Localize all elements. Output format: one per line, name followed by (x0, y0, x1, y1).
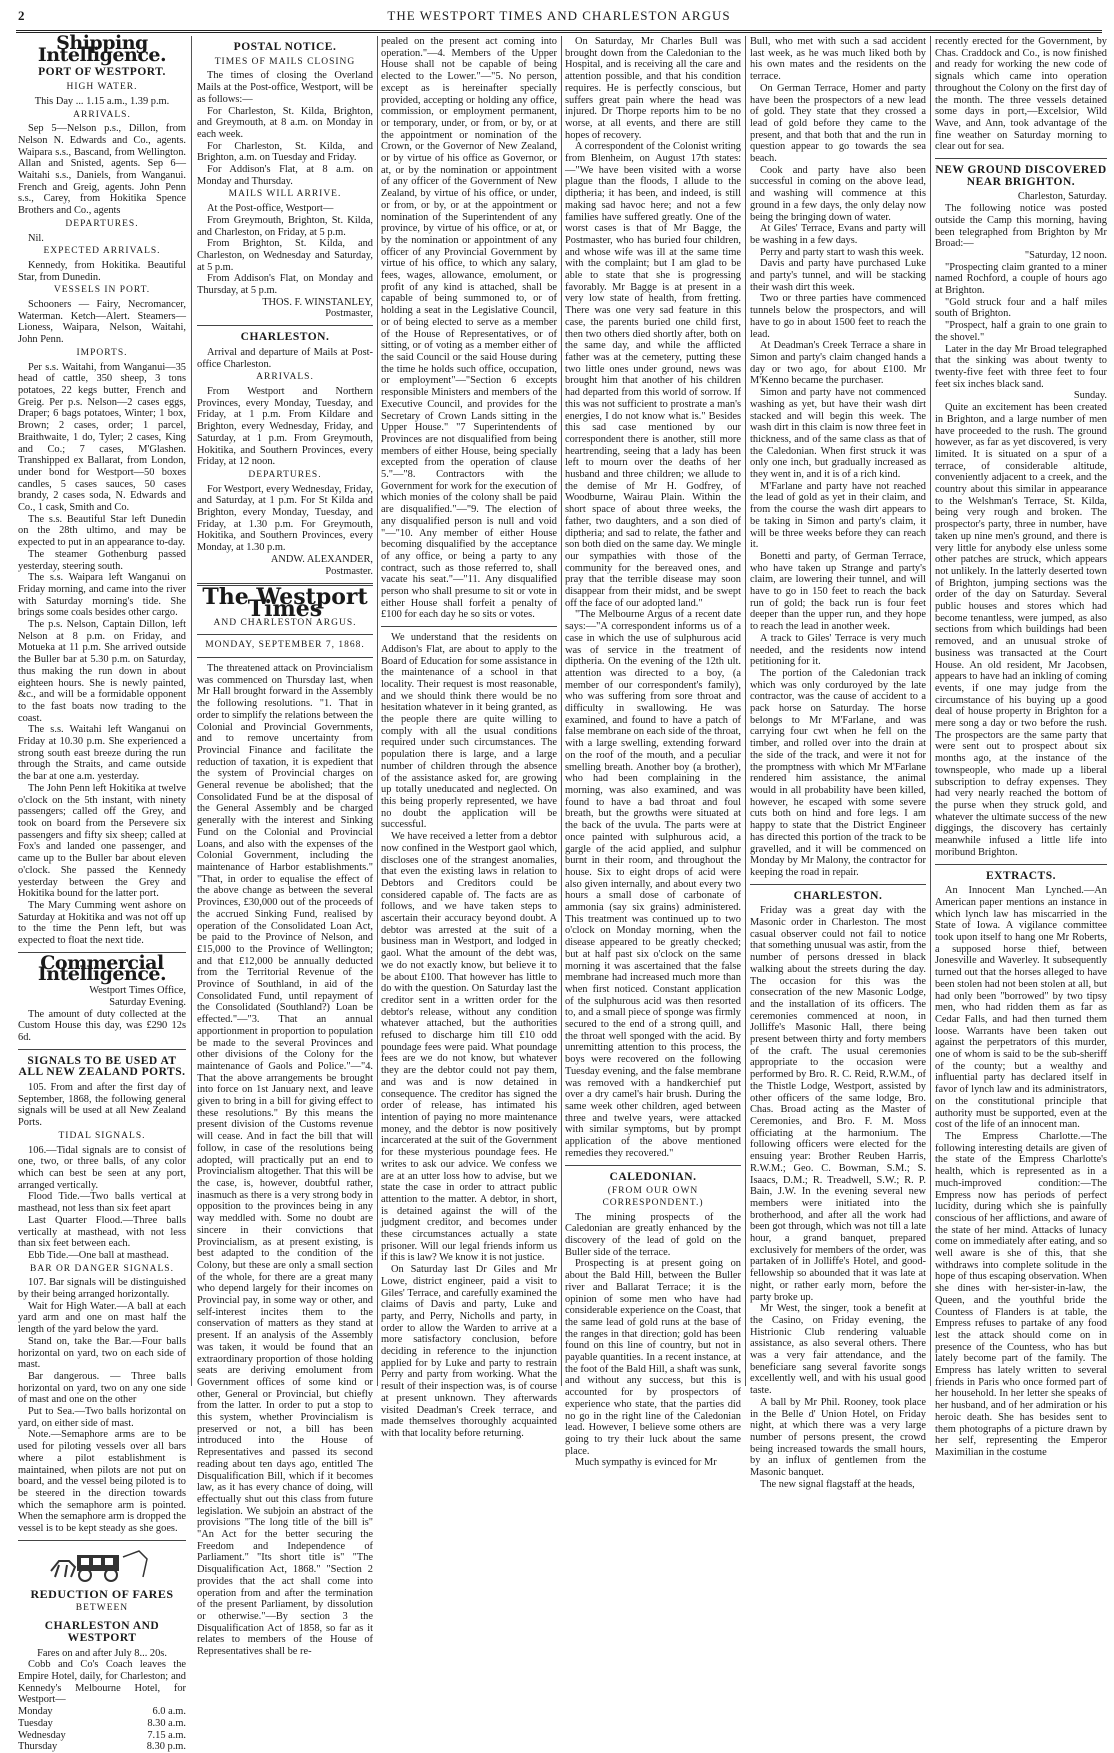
divider (197, 657, 373, 658)
masthead: THE WESTPORT TIMES AND CHARLESTON ARGUS (387, 8, 731, 23)
timetable-day: Tuesday (18, 1717, 53, 1729)
arrivals-text: Sep 5—Nelson p.s., Dillon, from Nelson N. Edwards and Co., agents. Waipara s.s., Bascand, from Wellington. Allan and Snisted, agents. Sep 6—Waitahi s.s., Daniels, from Wanganui. French and Greig, agents. John Penn s.s., Carey, from Hokitika Spence Brothers and Co., agents (18, 123, 186, 217)
ch-departures-text: For Westport, every Wednesday, Friday, and Saturday, at 1 p.m. For St Kilda and Brighton, every Monday, Tuesday, and Friday, at 1.30 p.m. For Greymouth, Hokitika, and Southern Provinces, every Monday, at 1.30 p.m. (197, 483, 373, 554)
charleston-intro: Arrival and departure of Mails at Post-office Charleston. (197, 346, 373, 370)
column-rule (930, 36, 931, 1386)
arrivals-label: ARRIVALS. (73, 109, 131, 120)
article-paragraph: "The Melbourne Argus of a recent date says:—"A correspondent informs us of a case in which the use of sulphurous acid was of service in the treatment of diptheria. On the evening of the 12th ult. attention was directed to a boy, (a member of our correspondent's family), who was suffering from sore throat and difficulty in swallowing. He was examined, and found to have a patch of false membrane on each side of the throat, with a large swelling, extending forward on the roof of the mouth, and a peculiar smelling breath. Another boy (a brother), who had been complaining in the morning, was also examined, and was found to have a bad throat and foul breath, but the growths were situated at the back of the uvula. The parts were at once painted with sulphurous acid, a gargle of the acid applied, and sulphur burnt in their room, and throughout the house. Six to eight drops of acid were also given internally, and about every two hours a small dose of carbonate of ammonia (say six grains) administered. This treatment was continued up to two o'clock on Monday morning, when the disease appeared to be greatly checked; but at half past six o'clock on the same morning it was ascertained that the false membrane had increased much more than when first noticed. Constant application of the sulphurous acid was then resorted to, and a small piece of sponge was firmly secured to the end of a strong quill, and the throat well sponged with the acid. By unremitting attention to this process, the boys were recovered on the following Tuesday evening, and the false membrane was removed with a handkerchief put over a dry camel's hair brush. During the same week other children, aged between three and twelve years, were attacked with similar symptoms, but by prompt application of the above mentioned remedies they recovered." (565, 609, 741, 1159)
mails-label: MAILS WILL ARRIVE. (228, 189, 342, 200)
coach-illustration-icon (47, 1547, 157, 1583)
mails-text: From Greymouth, Brighton, St. Kilda, and Charleston, on Friday, at 5 p.m. (197, 214, 373, 238)
imports-label: IMPORTS. (76, 347, 128, 358)
caledonian-heading: CALEDONIAN. (609, 1170, 697, 1183)
postal-text: For Charleston, St. Kilda, Brighton, and Greymouth, at 8 a.m. on Monday in each week. (197, 105, 373, 140)
divider (935, 158, 1107, 159)
tidal-label: TIDAL SIGNALS. (58, 1130, 146, 1141)
divider (935, 864, 1107, 865)
article-paragraph: Simon and party have not commenced washing as yet, but have their wash dirt stacked and will begin this week. The wash dirt in this claim is now three feet in thickness, and of the same class as that of the Caledonian. When first struck it was only one inch, but gradually increased as they went in, and it is of a rich kind. (750, 387, 926, 481)
divider (18, 1049, 186, 1050)
article-paragraph: "Prospecting claim granted to a miner named Rochford, a couple of hours ago at Brighton. (935, 261, 1107, 297)
article-paragraph: The new signal flagstaff at the heads, (760, 1478, 915, 1490)
article-paragraph: Quite an excitement has been created in Brighton, and a large number of men have proceeded to the rush. The ground however, as far as yet discovered, is very limited. It is situated on a spur of a terrace, of considerable altitude, conveniently adjacent to a creek, and the country about this similar in appearance to the Welshman's Terrace, St. Kilda, being very rough and broken. The prospector's party, three in number, have taken up nine men's ground, and there is very little for anybody else unless some other patches are struck, which appears not unlikely. In the latterly deserted town of Brighton, jumping sections was the order of the day on Saturday. Several public houses and stores which had become tenantless, were jumped, as also sections from which buildings had been removed, and an unusual stroke of business was transacted at the Court House. An old resident, Mr Jacobsen, appears to have had an inkling of coming events, if one may judge from the circumstance of his buying up a good deal of house property in Brighton for a mere song a day or two before the rush. The prospectors are the same party that were sent out to prospect about six months ago, at the instance of the townspeople, who made up a liberal subscription to defray expenses. They had very nearly reached the bottom of the purse when they struck gold, and whatever the ultimate success of the new diggings, the discovery has certainly meanwhile infused a little life into moribund Brighton. (935, 402, 1107, 858)
timetable-row (18, 1741, 186, 1753)
port-heading: PORT OF WESTPORT. (38, 66, 166, 79)
article-paragraph: Mr West, the singer, took a benefit at the Casino, on Friday evening, the Histrionic Club rendering valuable assistance, as also several others. There was a very fair attendance, and the beneficiare sang several favorite songs excellently well, and with his usual good taste. (750, 1303, 926, 1397)
fares-route: CHARLESTON AND WESTPORT (44, 1620, 160, 1644)
article-paragraph: Davis and party have purchased Luke and party's tunnel, and will be stacking their wash dirt this week. (750, 258, 926, 293)
article-paragraph: Friday was a great day with the Masonic order in Charleston. The most casual observer could not fail to notice that something unusual was astir, from the number of persons dressed in black walking about the streets during the day. The occasion for this was the consecration of the new Masonic Lodge, and the installation of its officers. The ceremonies commenced at noon, in Jolliffe's Masonic Hall, there being present between thirty and forty members of the craft. The usual ceremonies appropriate to the occasion were performed by Bro. R. C. Reid, R.W.M., of the Thistle Lodge, Westport, assisted by other officers of the same lodge, Bro. Chas. Broad acting as the Master of Ceremonies, and Bro. F. M. Moss officiating at the harmonium. The following officers were elected for the ensuing year: Brother Reuben Harris, R.W.M.; Geo. C. Bowman, S.M.; S. Isaacs, D.M.; R. Treadwell, S.W.; R. P. Bain, J.W. In the evening several new members were initiated into the brotherhood, and after all the work had been got through, which was not till a late hour, a grand banquet, prepared exclusively for members of the order, was partaken of in Jolliffe's Hotel, and good-fellowship so abounded that it was late at night, or rather early morn, before the party broke up. (750, 905, 926, 1303)
bar-text: Bar dangerous. — Three balls horizontal on yard, two on any one side of mast and one on the other (18, 1370, 186, 1406)
timetable-row (18, 1706, 186, 1718)
article-paragraph: Bull, who met with such a sad accident last week, as he was much liked both by his own mates and the residents on the terrace. (750, 36, 926, 83)
charleston-heading: CHARLESTON. (793, 889, 883, 902)
column-2 (197, 36, 374, 1658)
divider (381, 626, 557, 627)
article-paragraph: M'Farlane and party have not reached the lead of gold as yet in their claim, and from the course the wash dirt appears to be taking in Simon and party's claim, it will be three weeks before they can reach it. (750, 480, 926, 551)
fares-between: BETWEEN (75, 1603, 129, 1614)
divider (197, 325, 373, 326)
mails-text: At the Post-office, Westport— (207, 203, 334, 215)
article-paragraph: We understand that the residents on Addison's Flat, are about to apply to the Board of Education for some assistance in the maintenance of a school in that locality. Their request is most reasonable, and we should think there would be no hesitation whatever in it being granted, as the people there are quite willing to comply with all the usual conditions required under such circumstances. The population there is large, and a large number of children through the absence of the assistance asked for, are growing up totally uneducated and neglected. On this being properly represented, we have no doubt the application will be successful. (381, 632, 557, 831)
column-1 (18, 32, 186, 1753)
article-paragraph: Sunday. (1073, 390, 1107, 402)
article-paragraph: The following notice was posted outside the Camp this morning, having been telegraphed from Brighton by Mr Broad:— (935, 203, 1107, 250)
vessels-text: Schooners — Fairy, Necromancer, Waterman. Ketch—Alert. Steamers—Lioness, Waipara, Nelson, Waitahi, John Penn. (18, 299, 186, 346)
mails-text: From Brighton, St. Kilda, and Charleston, on Wednesday and Saturday, at 5 p.m. (197, 238, 373, 273)
bar-text: Note.—Semaphore arms are to be used for piloting vessels over all bars where a pilot establishment is maintained, when pilots are not put on board, and the vessel being piloted is to be steered in the direction towards which the semaphore arm is pointed. When the semaphore arm is dropped the vessel is to be kept steady as she goes. (18, 1429, 186, 1535)
expected-text: Kennedy, from Hokitika. Beautiful Star, from Dunedin. (18, 259, 186, 283)
commercial-title: Commercial Intelligence. (37, 951, 167, 986)
expected-label: EXPECTED ARRIVALS. (43, 246, 161, 257)
article-paragraph: The mining prospects of the Caledonian are greatly enhanced by the discovery of the lead of gold on the Buller side of the terrace. (565, 1211, 741, 1258)
divider (565, 1165, 741, 1166)
column-rule (377, 36, 378, 1386)
article-paragraph: Cook and party have also been successful in coming on the above lead, and washing will commence at this ground in a few days, the only delay now being the bringing down of water. (750, 164, 926, 223)
page-header (16, 6, 1102, 33)
departures-text: Nil. (28, 232, 44, 244)
column-rule (561, 36, 562, 1386)
timetable-time: 8.30 p.m. (146, 1741, 186, 1753)
extracts-heading: EXTRACTS. (985, 869, 1056, 882)
ch-departures-label: DEPARTURES. (248, 469, 322, 480)
ch-arrivals-label: ARRIVALS. (256, 372, 314, 383)
article-paragraph: A track to Giles' Terrace is very much needed, and the residents now intend petitioning for it. (750, 632, 926, 668)
article-paragraph: A ball by Mr Phil. Rooney, took place in the Belle d' Union Hotel, on Friday night, at which there was a very large number of persons present, the crowd being increased towards the small hours, by an influx of gentlemen from the Masonic banquet. (750, 1396, 926, 1479)
vessels-label: VESSELS IN PORT. (53, 285, 151, 296)
postmaster-title: Postmaster, (325, 308, 373, 320)
article-paragraph: The Empress Charlotte.—The following interesting details are given of the state of the Empress Charlotte's health, which is represented as in a much-improved condition:—The Empress now has periods of perfect lucidity, during which she is painfully conscious of her afflictions, and aware of the state of her mind. Attacks of lunacy come on immediately after eating, and so well aware is she of this, that she withdraws into complete solitude in the hope of thus escaping observation. When she dines with her-sister-in-law, the Queen, and the youthful bride the Countess of Flanders is at table, the Empress refuses to partake of any food lest the attack should come on in presence of the Countess, who has but lately become part of the family. The Empress has lately written to several friends in Paris who once formed part of her household. In her letter she speaks of her husband, and of her admiration or his heroic death. She has besides sent to them photographs of a picture drawn by her self, representing the Emperor Maximilian in the costume (935, 1130, 1107, 1458)
paper-title: The Westport Times (202, 584, 368, 622)
article-paragraph: recently erected for the Government, by Chas. Craddock and Co., is now finished and ready for working the new code of signals which came into operation throughout the Colony on the first day of the month. The three vessels detained some days in port,—Excelsior, Wild Wave, and Ann, took advantage of the fine weather on Saturday morning to clear out for sea. (935, 36, 1107, 153)
article-paragraph: On Saturday last Dr Giles and Mr Lowe, district engineer, paid a visit to Giles' Terrace, and carefully examined the claims of Davis and party, Luke and party, and Perry, Nicholls and party, in order to allow the Warden to arrive at a more satisfactory conclusion, before deciding in reference to the injunction applied for by Luke and party to restrain Perry and party from working. What the result of their inspection was, is of course at present unknown. They afterwards visited Deadman's Creek terrace, and made themselves thoroughly acquainted with that locality before returning. (381, 1264, 557, 1439)
article-paragraph: "Saturday, 12 noon. (1024, 249, 1107, 261)
divider (18, 1540, 186, 1541)
fares-title: REDUCTION OF FARES (30, 1586, 174, 1601)
ch-arrivals-text: From Westport and Northern Provinces, every Monday, Tuesday, and Friday, at 1 p.m. From Kildare and Brighton, every Wednesday, Friday, and Saturday, at 1 p.m. From Greymouth, Hokitika, and Southern Provinces, every Friday, at 12 noon. (197, 385, 373, 468)
commercial-text: The amount of duty collected at the Custom House this day, was £290 12s 6d. (18, 1008, 186, 1043)
article-paragraph: "Gold struck four and a half miles south of Brighton. (935, 296, 1107, 320)
article-paragraph: Two or three parties have commenced tunnels below the prospectors, and will have to go in about 1500 feet to reach the lead. (750, 293, 926, 340)
shipping-title: Shipping Intelligence. (37, 32, 167, 66)
article-paragraph: At Deadman's Creek Terrace a share in Simon and party's claim changed hands a day or two ago, for about £100. Mr M'Kenno became the purchaser. (750, 340, 926, 387)
ch-postmaster-name: ANDW. ALEXANDER, (270, 553, 373, 565)
bar-text: 107. Bar signals will be distinguished by their being arranged horizontally. (18, 1277, 186, 1301)
ground-heading: NEW GROUND DISCOVERED NEAR BRIGHTON. (935, 164, 1107, 188)
column-5 (750, 36, 926, 1490)
commercial-date: Saturday Evening. (109, 996, 186, 1008)
shipping-news: The steamer Gothenburg passed yesterday, steering south. (18, 548, 186, 572)
signals-intro: 105. From and after the first day of September, 1868, the following general signals will be used at all New Zealand Ports. (18, 1082, 186, 1129)
article-paragraph: On German Terrace, Homer and party have been the prospectors of a new lead of gold. They state that they crossed a lead of gold before they came to the present, and that both that and the run in question appear to go towards the sea beach. (750, 82, 926, 165)
tidal-text: Last Quarter Flood.—Three balls vertically at masthead, with not less than six feet between each. (18, 1214, 186, 1250)
high-water-line: This Day ... 1.15 a.m., 1.39 p.m. (34, 95, 170, 107)
dateline: MONDAY, SEPTEMBER 7, 1868. (205, 640, 365, 651)
bar-text: Wait for High Water.—A ball at each yard arm and one on mast half the length of the yard below the yard. (18, 1300, 186, 1336)
fares-text: Cobb and Co's Coach leaves the Empire Hotel, daily, for Charleston; and Kennedy's Melbourne Hotel, for Westport— (18, 1659, 186, 1706)
page-number: 2 (18, 8, 25, 23)
postal-text: The times of closing the Overland Mails at the Post-office, Westport, will be as follows:— (197, 70, 373, 105)
paper-subtitle: AND CHARLESTON ARGUS. (213, 617, 357, 628)
timetable-day: Wednesday (18, 1729, 66, 1741)
timetable-row (18, 1718, 186, 1730)
fares-line: Fares on and after July 8... 20s. (37, 1647, 167, 1659)
article-paragraph: "Prospect, half a grain to one grain to the shovel." (935, 320, 1107, 343)
timetable-time: 7.15 a.m. (147, 1729, 186, 1741)
timetable-row (18, 1730, 186, 1742)
timetable-time: 6.0 a.m. (152, 1706, 186, 1718)
timetable-time: 8.30 a.m. (147, 1717, 186, 1729)
column-rule (191, 36, 192, 1386)
shipping-news: The s.s. Waipara left Wanganui on Friday morning, and came into the river with Saturday morning's tide. She brings some coals besides other cargo. (18, 572, 186, 619)
mails-text: From Addison's Flat, on Monday and Thursday, at 5 p.m. (197, 273, 373, 297)
article-paragraph: A correspondent of the Colonist writing from Blenheim, on August 17th states:—"We have been visited with a worse plague than the floods, I allude to the diptheria; it has been, and indeed, is still making sad havoc here; and not a few families have suffered greatly. One of the worst cases is that of Mr Bagge, the Postmaster, who has buried four children, and whose wife was ill at the same time with the complaint; but I am glad to be able to state that she is progressing favorably. Mr Bagge is at present in a very low state of health, from fretting. There was one very sad feature in this case, the parents buried one child first, then two others died shortly after, both on the same day, and while the afflicted father was at the cemetery, putting these two little ones under ground, news was brought him that another of his children had departed from this world of sorrow. If this was not sufficient to prostrate a man's energies, I do not know what is." Besides this sad case mentioned by our correspondent there is another, still more heartrending, seeing that a lady has been left to mourn over the deaths of her husband and three children; we allude to the demise of Mr H. Godfrey, of Woodburne, Wairau Plain. Within the short space of about three weeks, the father, two daughters, and a son died of diptheria; and sad to relate, the father and son both died on the same day. We mingle our sympathies with those of the community for the bereaved ones, and pray that the terrible disease may soon disappear from their midst, and be swept off the face of our adopted land." (565, 141, 741, 609)
postmaster-name: THOS. F. WINSTANLEY, (262, 296, 373, 308)
charleston-mail-heading: CHARLESTON. (240, 331, 330, 344)
timetable-day: Monday (18, 1706, 53, 1718)
tidal-text: 106.—Tidal signals are to consist of one, two, or three balls, of any color which can best be seen at any port, arranged vertically. (18, 1144, 186, 1191)
article-paragraph: Bonetti and party, of German Terrace, who have taken up Strange and party's claim, are lowering their tunnel, and will have to go in 150 feet to reach the back run of gold; the back run is four feet deeper than the upper run, and they hope to reach the lead in another week. (750, 550, 926, 633)
article-paragraph: The portion of the Caledonian track which was only corduroyed by the late contractor, was the cause of accident to a pack horse on Saturday. The horse belongs to Mr M'Farlane, and was carrying four cwt when he fell on the timber, and rolled over into the drain at the side of the track, and were it not for the promptness with which Mr M'Farlane rendered him assistance, the animal would in all probability have been killed, however, he escaped with some severe cuts both on hind and fore legs. I am happy to state that the District Engineer has directed this portion of the track to be gravelled, and it will be commenced on Monday by Mr Malony, the contractor for keeping the road in repair. (750, 667, 926, 878)
shipping-news: The John Penn left Hokitika at twelve o'clock on the 5th instant, with ninety passengers; called off the Grey, and took on board from the Persevere six passengers and fifty six sheep; called at Fox's and landed one passenger, and came up to the Buller bar about eleven o'clock. She passed the Kennedy yesterday between the Grey and Hokitika bound for the latter port. (18, 782, 186, 900)
divider (750, 884, 926, 885)
article-paragraph: An Innocent Man Lynched.—An American paper mentions an instance in which lynch law has miscarried in the State of Iowa. A vigilance committee took upon itself to hang one Mr Roberts, a supposed horse thief, between Jonesville and Waverley. It subsequently turned out that the horses alleged to have been stolen had not been stolen at all, but had only been "borrowed" by two tipsy men, who had ridden them as far as Cedar Falls, and had then turned them loose. Warrants have been taken out against the perpetrators of this murder, one of whom is said to be the sub-sheriff of the county; but a wealthy and influential party has declared itself in favor of lynch law and its administrators, on the constitutional principle that authority must be supported, even at the cost of the life of an innocent man. (935, 885, 1107, 1131)
imports-text: Per s.s. Waitahi, from Wanganui—35 head of cattle, 350 sheep, 3 tons potatoes, 22 kegs butter, French and Greig. Per p.s. Nelson—2 cases eggs, Draper; 6 bags potatoes, Winter; 1 box, Brown; 2 cases, order; 1 parcel, Braithwaite, 1 do, Tyler; 2 cases, King and Co.; 7 cases, M'Glashen. Transhipped ex Ballarat, from London, under bond for Westport—50 boxes candles, 5 cases sauces, 50 cases brandy, 2 cases soda, N. Edwards and Co., 1 cask, Smith and Co. (18, 361, 186, 514)
article-paragraph: Later in the day Mr Broad telegraphed that the sinking was about twenty to twenty-five feet with three feet to four feet six inches black sand. (935, 343, 1107, 390)
departures-label: DEPARTURES. (65, 218, 139, 229)
column-3 (381, 36, 557, 1439)
shipping-news: The p.s. Nelson, Captain Dillon, left Nelson at 8 p.m. on Friday, and Motueka at 11 p.m. She arrived outside the Buller bar at 5.30 p.m. on Saturday, thus making the run down in about eighteen hours. She is newly painted, &c., and will be a formidable opponent to the fast boats now trading to the coast. (18, 619, 186, 724)
article-paragraph: pealed on the present act coming into operation."—4. Members of the Upper House shall not be capable of being elected to the Lower."—"5. No person, except as is hereinafter specially provided, accepting or holding any office, commission, or employment permanent, or temporary, under, or from, or by, or at the appointment or nomination of the Crown, or the Governor of New Zealand, or by virtue of his office as Governor, or at, or by the nomination or appointment of any officer of the Government of New Zealand, by virtue of his office, or under, or from, or by, or at the appointment or nomination of the Superintendent of any province, by virtue of his office, or at, or by the nomination or appointment of any officer of any Provincial Government by virtue of his office, to which any salary, fees, wages, allowance, emolument, or profit of any kind is attached, shall be capable of being summoned to, or of holding a seat in the Legislative Council, or of being elected to serve as a member of the House of Representatives, or of sitting, or of voting as a member either of the said Council or the said House during the time he holds such office, occupation, or employment"—"Section 6 excepts responsible Ministers and members of the Executive Council, and provides for the Secretary of Crown Lands sitting in the Upper House." "7 Superintendents of Provinces are not disqualified from being members of either House, being specially excepted from the operation of clause 5."—"8. Contractors with the Government for work for the execution of which monies of the colony shall be paid are disqualified."—"9. The election of any disqualified person is null and void "—"10. Any member of either House becoming disqualified by the acceptance of any office, or being a party to any contract, such as those referred to, shall vacate his seat."—"11. Any disqualified person who shall presume to sit or vote in either House shall forfeit a penalty of £100 for each day he so sits or votes. (381, 36, 557, 621)
column-rule (745, 36, 746, 1386)
column-4 (565, 36, 741, 1469)
timetable-day: Thursday (18, 1741, 58, 1753)
shipping-news: The Mary Cumming went ashore on Saturday at Hokitika and was not off up to the time the Penn left, but was expected to float the next tide. (18, 899, 186, 947)
caledonian-subheading: (FROM OUR OWN CORRESPONDENT.) (602, 1186, 704, 1208)
high-water-label: HIGH WATER. (66, 82, 138, 93)
article-paragraph: Prospecting is at present going on about the Bald Hill, between the Buller river and Ballarat Terrace; it is the opinion of some men who have had considerable experience on the Coast, that the same lead of gold runs at the base of the ranges in that direction; gold has been found on this line of country, but not in payable quantities. In a recent instance, at the foot of the Bald Hill, a shaft was sunk, and without any success, but this is accounted for by prospectors of experience who state, that the parties did no go in the right line of the Caledonian lead. However, I believe some others are going to try their luck about the same place. (565, 1258, 741, 1457)
article-paragraph: We have received a letter from a debtor now confined in the Westport gaol which, discloses one of the strangest anomalies, that even the existing laws in relation to Debtors and Creditors could be considered capable of. The facts are as follows, and we have taken steps to ascertain their accuracy beyond doubt. A debtor was arrested at the suit of a business man in Westport, and lodged in gaol. What the amount of the debt was, we do not exactly know, but believe it to be about £100. That however has little to do with the question. On Saturday last the creditor sent in a written order for the debtor's release, without any condition whatever attached, but the authorities refused to discharge him till £10 odd poundage fees were paid. What poundage fees are we do not know, but whatever they are the debtor could not pay them, and was and is now detained in consequence. The creditor has signed the order of release, has intimated his intention of paying no more maintenance money, and the debtor is now positively incarcerated at the suit of the Government for these mysterious poundage fees. He writes to ask our advice. We confess we are at an utter loss how to advise, but we state the case in order to attract public attention to the matter. A debtor, in short, is detained against the will of the judgment creditor, and becomes under these circumstances actually a state prisoner. Will our legal friends inform us if this is law? We know it is not justice. (381, 831, 557, 1264)
signals-heading: SIGNALS TO BE USED AT ALL NEW ZEALAND PORTS. (18, 1054, 186, 1079)
shipping-news: The s.s. Waitahi left Wanganui on Friday at 10.30 p.m. She experienced a strong south east breeze during the run through the Straits, and came outside the bar at one a.m. yesterday. (18, 724, 186, 783)
article-paragraph: Perry and party start to wash this week. (760, 246, 924, 258)
column-6 (935, 36, 1107, 1458)
postal-text: For Addison's Flat, at 8 a.m. on Monday and Thursday. (197, 164, 373, 187)
ground-place: Charleston, Saturday. (1017, 191, 1107, 203)
bar-text: Put to Sea.—Two balls horizontal on yard, on either side of mast. (18, 1406, 186, 1429)
ch-postmaster-title: Postmaster. (325, 565, 373, 577)
postal-text: For Charleston, St. Kilda, and Brighton, a.m. on Tuesday and Friday. (197, 140, 373, 164)
article-paragraph: At Giles' Terrace, Evans and party will be washing in a few days. (750, 223, 926, 246)
commercial-place: Westport Times Office, (89, 985, 186, 997)
shipping-news: The s.s. Beautiful Star left Dunedin on the 28th ultimo, and may be expected to put in an appearance to-day. (18, 513, 186, 549)
article-paragraph: On Saturday, Mr Charles Bull was brought down from the Caledonian to the Hospital, and is receiving all the care and attention possible, and that his condition requires. He is perfectly conscious, but suffers great pain where the head was injured. Dr Thorpe reports him to be no worse, at all events, and there are still hopes of recovery. (565, 36, 741, 141)
tidal-text: Ebb Tide.—One ball at masthead. (28, 1249, 169, 1261)
leader-article: The threatened attack on Provincialism was commenced on Thursday last, when Mr Hall brought forward in the Assembly the following resolutions. "1. That in order to simplify the relations between the Colonial and Provincial Governments, and to remove uncertainty from Provincial Finance and facilitate the reduction of taxation, it is expedient that the system of Provincial charges on General revenue be abolished; that the Consolidated Fund be at the disposal of the General Assembly and be charged generally with the interest and Sinking Fund on the Colonial and Provincial Loans, and also with the expenses of the Colonial Government, including the maintenance of Harbor establishments." "That, in order to equalise the effect of the above change as between the several Provinces, £30,000 out of the proceeds of the accrued Sinking Fund, realised by operation of the Consolidated Loan Act, be paid to the Province of Nelson, and £15,000 to the Province of Wellington; and that £12,000 be annually deducted from the Territorial Revenue of the Province of Southland, in aid of the Consolidated Fund, until repayment of the Consolidated (Southland?) Loan be effected."—"3. That an annual apportionment in proportion to population be made to the several Provinces and other divisions of the Colony for the maintenance of Gaols and Police."—"4. That the above arrangements be brought into force on 1st January next, and leave given to bring in a bill for giving effect to these resolutions." By this means the present division of the Customs revenue will cease. And in fact the bill that will follow, in case of the resolutions being adopted, will practically put an end to Provincialism altogether. That this will be the case, is, however, doubtful rather, inasmuch as there is a very strong body in opposition to the provinces being in any way meddled with. Some no doubt are sincere in their convictions that Provincialism, as at present existing, is best adapted to the condition of the Colony, but these are only a small section of the whole, for there are a great many who depend largely for their incomes on Provincial pay, in some way or other, and self-interest incites them to the conservation of matters as they stand at present. If an analysis of the Assembly was taken, it would be found that an extraordinary proportion of those holding seats are deriving emolument from Government offices of some kind or other, General or Provincial, but chiefly from the latter. In order to put a stop to this system, whether Provincialism is preserved or not, a bill has been introduced into the House of Representatives and passed its second reading about ten days ago, entitled The Disqualification Bill, which if it becomes law, as it has every chance of doing, will effectually shut out this class from future legislation. We subjoin an abstract of the provisions "The long title of the bill is" "An Act for the better securing the Freedom and Independence of Parliament." "Its short title is" "The Disqualification Act, 1868." "Section 2 provides that the act shall come into operation from and after the termination of the present Parliament, by dissolution or otherwise."—By section 3 the Disqualification Act of 1858, so far as it relates to members of the House of Representatives shall be re- (197, 663, 374, 1658)
postal-sub: TIMES OF MAILS CLOSING (214, 56, 356, 67)
article-paragraph: Much sympathy is evinced for Mr (575, 1457, 717, 1469)
divider (197, 634, 373, 635)
tidal-text: Flood Tide.—Two balls vertical at masthead, not less than six feet apart (18, 1191, 186, 1215)
bar-text: Stand on, take the Bar.—Four balls horizontal on yard, two on each side of mast. (18, 1335, 186, 1371)
bar-label: BAR OR DANGER SIGNALS. (30, 1263, 174, 1274)
postal-title: POSTAL NOTICE. (233, 41, 337, 53)
